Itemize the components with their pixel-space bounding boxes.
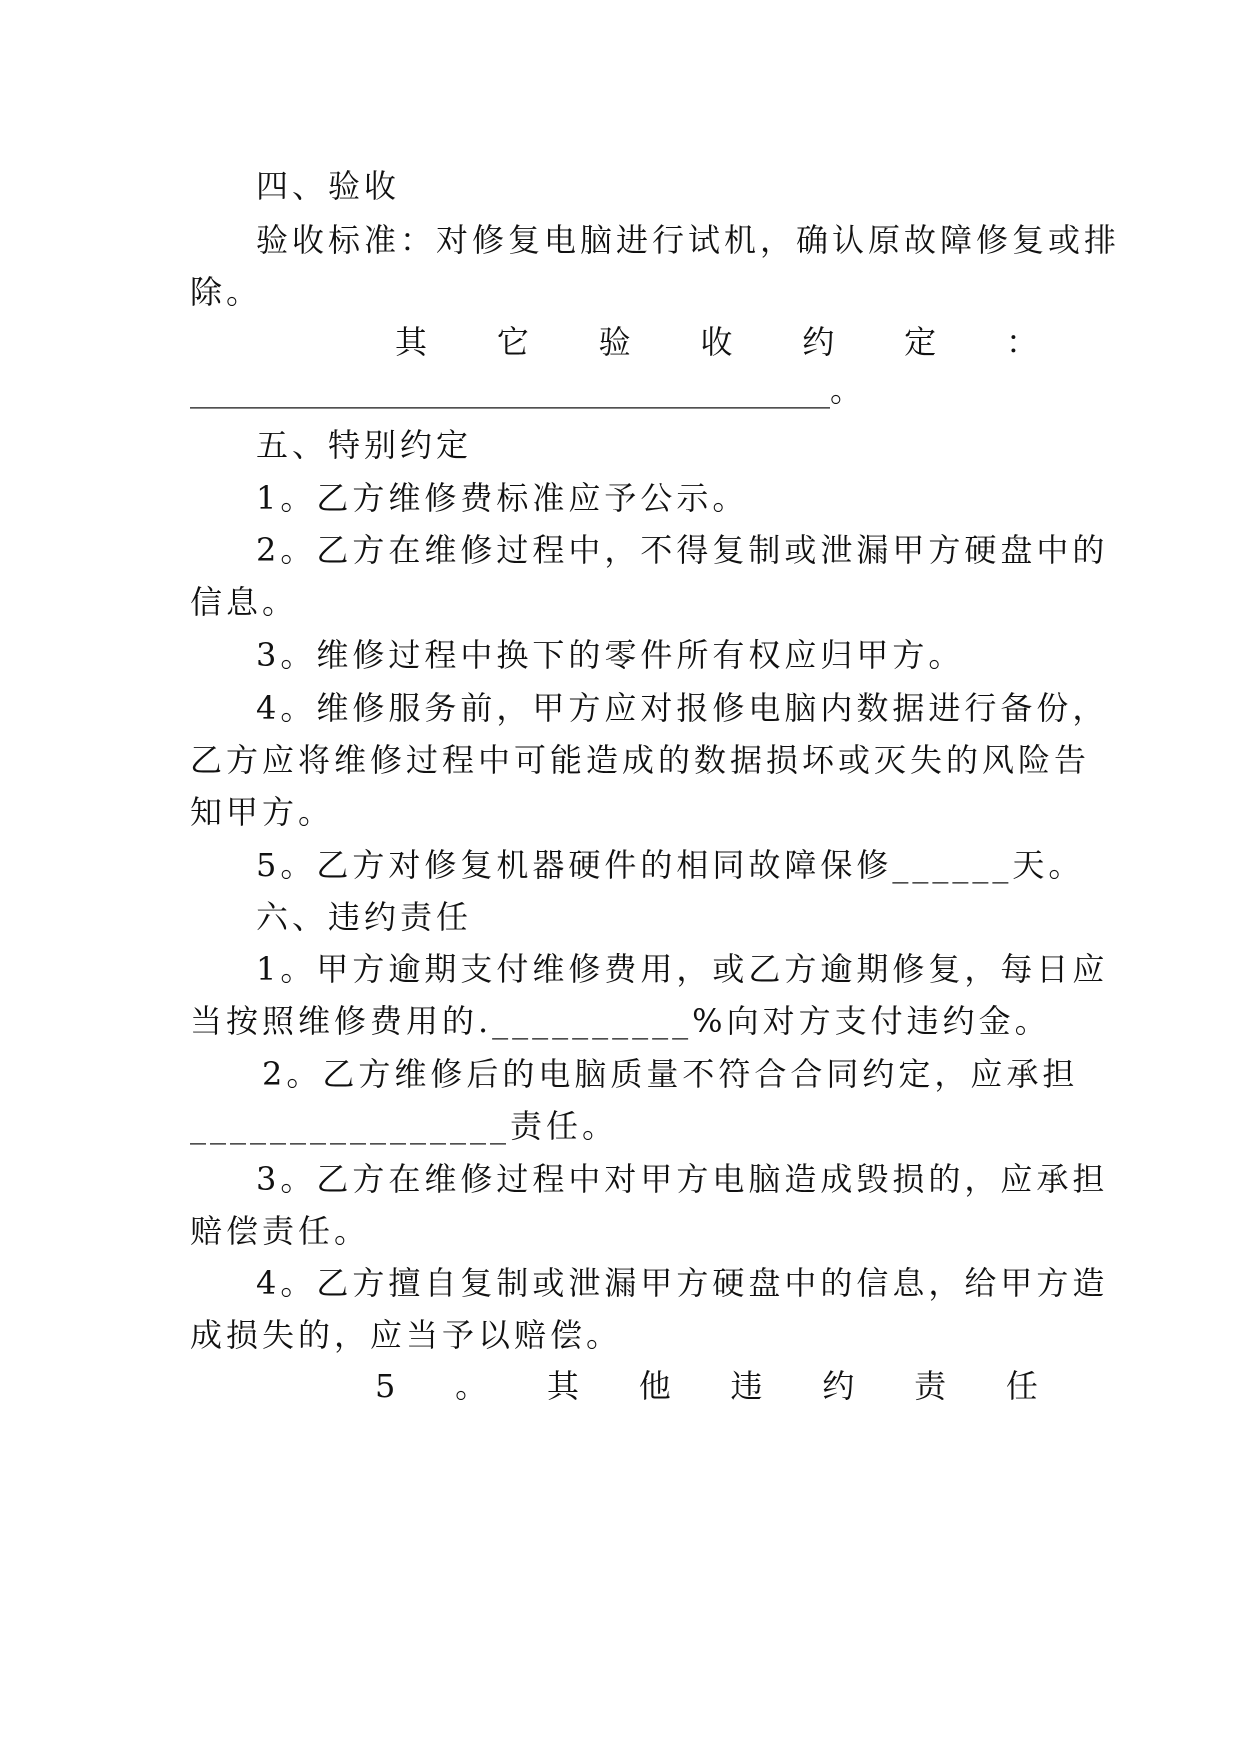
liability-item-4-line-1: 4。乙方擅自复制或泄漏甲方硬盘中的信息，给甲方造 [256,1264,1109,1302]
special-item-3: 3。维修过程中换下的零件所有权应归甲方。 [256,636,965,674]
spread-char: 违 [730,1367,763,1405]
spread-char: 收 [700,323,733,361]
liability-item-2-line-2: ________________责任。 [190,1107,619,1145]
paragraph-other-acceptance [395,322,1038,362]
special-item-2-line-1: 2。乙方在维修过程中，不得复制或泄漏甲方硬盘中的 [256,531,1109,569]
special-item-4-line-3: 知甲方。 [190,793,335,831]
paragraph-acceptance-standard-1: 验收标准：对修复电脑进行试机，确认原故障修复或排 [256,221,1121,259]
liability-item-2-line-1: 2。乙方维修后的电脑质量不符合合同约定，应承担 [262,1055,1079,1093]
paragraph-other-acceptance-blank: ________________________________________。 [190,371,863,409]
section-heading-special: 五、特别约定 [256,426,473,464]
spread-char: 任 [1005,1367,1038,1405]
spread-char: 约 [802,323,835,361]
liability-item-5 [375,1366,1038,1406]
section-heading-liability: 六、违约责任 [256,898,473,936]
spread-char: ： [1005,323,1038,361]
spread-char: 验 [598,323,631,361]
special-item-4-line-1: 4。维修服务前，甲方应对报修电脑内数据进行备份， [256,689,1109,727]
liability-item-3-line-2: 赔偿责任。 [190,1212,371,1250]
spread-char: 它 [496,323,529,361]
special-item-2-line-2: 信息。 [190,583,299,621]
paragraph-acceptance-standard-2: 除。 [190,273,263,311]
liability-item-3-line-1: 3。乙方在维修过程中对甲方电脑造成毁损的，应承担 [256,1160,1109,1198]
section-heading-acceptance: 四、验收 [256,167,401,205]
liability-item-1-line-2: 当按照维修费用的.__________%向对方支付违约金。 [190,1002,1051,1040]
liability-item-1-line-1: 1。甲方逾期支付维修费用，或乙方逾期修复，每日应 [256,950,1109,988]
spread-char: 责 [914,1367,947,1405]
spread-char: 约 [822,1367,855,1405]
liability-item-4-line-2: 成损失的，应当予以赔偿。 [190,1316,623,1354]
special-item-1: 1。乙方维修费标准应予公示。 [256,479,749,517]
spread-char: 其 [546,1367,579,1405]
spread-char: 定 [904,323,937,361]
special-item-5: 5。乙方对修复机器硬件的相同故障保修______天。 [256,846,1085,884]
spread-char: 他 [638,1367,671,1405]
spread-char: 其 [395,323,428,361]
spread-char: 5 [375,1367,396,1405]
special-item-4-line-2: 乙方应将维修过程中可能造成的数据损坏或灭失的风险告 [190,741,1091,779]
spread-char: 。 [455,1367,488,1405]
